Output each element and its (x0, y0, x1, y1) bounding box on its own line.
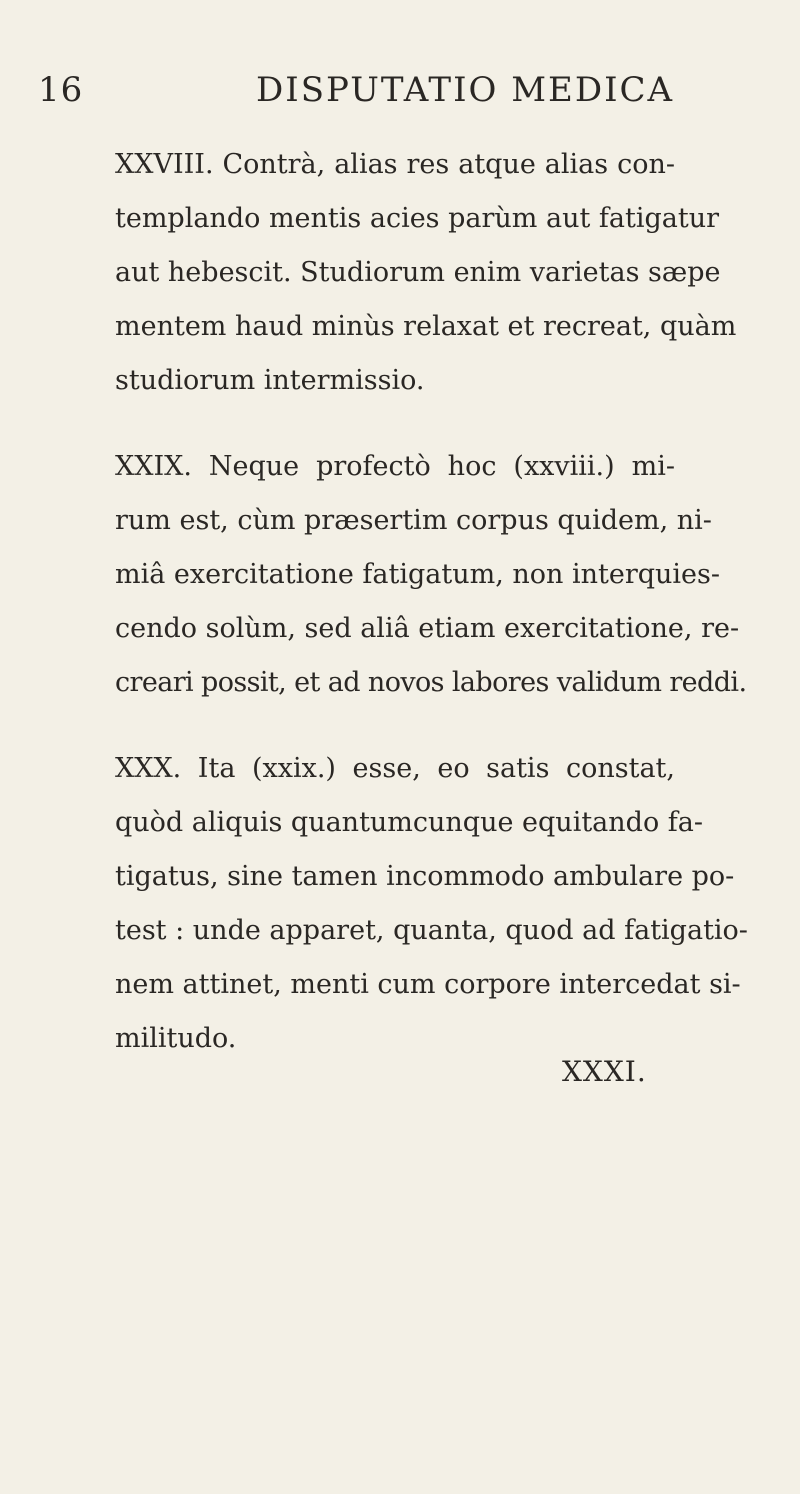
text-line: quòd aliquis quantumcunque equitando fa- (115, 807, 704, 838)
text-line: cendo solùm, sed aliâ etiam exercitatione, re- (115, 613, 740, 644)
text-line: militudo. (115, 1023, 237, 1054)
text-line: rum est, cùm præsertim corpus quidem, ni- (115, 505, 712, 536)
paragraph-xxx (115, 742, 748, 1066)
text-line: templando mentis acies parùm aut fatigatur (115, 203, 720, 234)
text-line: nem attinet, menti cum corpore intercedat si- (115, 969, 741, 1000)
running-head (38, 70, 758, 120)
paragraph-gap (115, 408, 675, 440)
paragraph-xxix (115, 440, 747, 710)
paragraph-gap (115, 710, 675, 742)
text-line: mentem haud minùs relaxat et recreat, quàm (115, 311, 737, 342)
paragraph-xxviii (115, 138, 737, 408)
text-line: XXIX. Neque profectò hoc (xxviii.) mi- (115, 451, 675, 482)
running-title: DISPUTATIO MEDICA (256, 70, 675, 110)
body-text (115, 138, 748, 1066)
catchword: XXXI. (562, 1055, 647, 1088)
text-line: creari possit, et ad novos labores validum reddi. (115, 667, 747, 698)
text-line: studiorum intermissio. (115, 365, 425, 396)
text-line: XXVIII. Contrà, alias res atque alias con- (115, 149, 675, 180)
page-number: 16 (38, 70, 84, 110)
text-line: test : unde apparet, quanta, quod ad fatigatio- (115, 915, 748, 946)
text-line: miâ exercitatione fatigatum, non interquies- (115, 559, 721, 590)
text-line: XXX. Ita (xxix.) esse, eo satis constat, (115, 753, 675, 784)
text-line: tigatus, sine tamen incommodo ambulare po- (115, 861, 735, 892)
text-line: aut hebescit. Studiorum enim varietas sæpe (115, 257, 721, 288)
